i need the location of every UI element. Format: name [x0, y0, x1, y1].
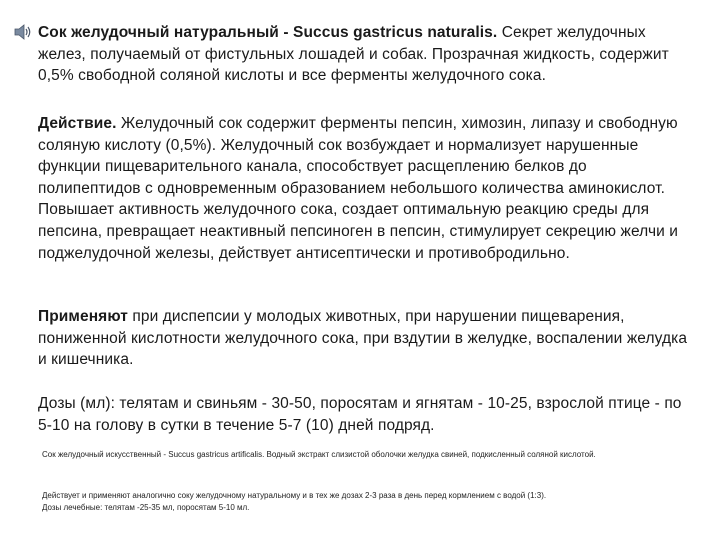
paragraph-description — [38, 22, 688, 87]
speaker-icon[interactable] — [14, 24, 32, 40]
usage-text: при диспепсии у молодых животных, при нарушении пищеварения, пониженной кислотности желудочного сока, при вздутии в желудке, воспалении желудка и кишечника. — [38, 308, 688, 369]
note-usage-doses — [42, 490, 702, 514]
paragraph-usage — [38, 306, 688, 371]
action-text: Желудочный сок содержит ферменты пепсин, химозин, липазу и свободную соляную кислоту (0,5%). Желудочный сок возбуждает и нормализует нарушенные функции пищеварительного канала, способствует расщеплению белков до полипептидов с одновременным образованием небольшого количества аминокислот. Повышает активность желудочного сока, создает оптимальную реакцию среды для пепсина, превращает неактивный пепсиноген в пепсин, стимулирует секрецию желчи и поджелудочной железы, действует антисептически и противобродильно. — [38, 115, 679, 262]
paragraph-action — [38, 113, 688, 264]
note-doses-line: Дозы лечебные: телятам -25-35 мл, поросятам 5-10 мл. — [42, 503, 250, 512]
note-usage-line: Действует и применяют аналогично соку желудочному натуральному и в тех же дозах 2-3 раза в день перед кормлением с водой (1:3). — [42, 491, 547, 500]
product-title: Сок желудочный натуральный - Succus gastricus naturalis. — [38, 24, 498, 41]
action-heading: Действие. — [38, 115, 117, 132]
usage-heading: Применяют — [38, 308, 128, 325]
doses-text: Дозы (мл): телятам и свиньям - 30-50, поросятам и ягнятам - 10-25, взрослой птице - по 5-10 на голову в сутки в течение 5-7 (10) дней подряд. — [38, 395, 682, 434]
note-artificial-juice — [42, 449, 702, 461]
description-text: Секрет желудочных желез, получаемый от фистульных лошадей и собак. Прозрачная жидкость, содержит 0,5% свободной соляной кислоты и все ферменты желудочного сока. — [38, 24, 669, 85]
note-artificial-text: Сок желудочный искусственный - Succus gastricus artificalis. Водный экстракт слизистой оболочки желудка свиней, подкисленный соляной кислотой. — [42, 450, 596, 459]
paragraph-doses — [38, 393, 688, 436]
